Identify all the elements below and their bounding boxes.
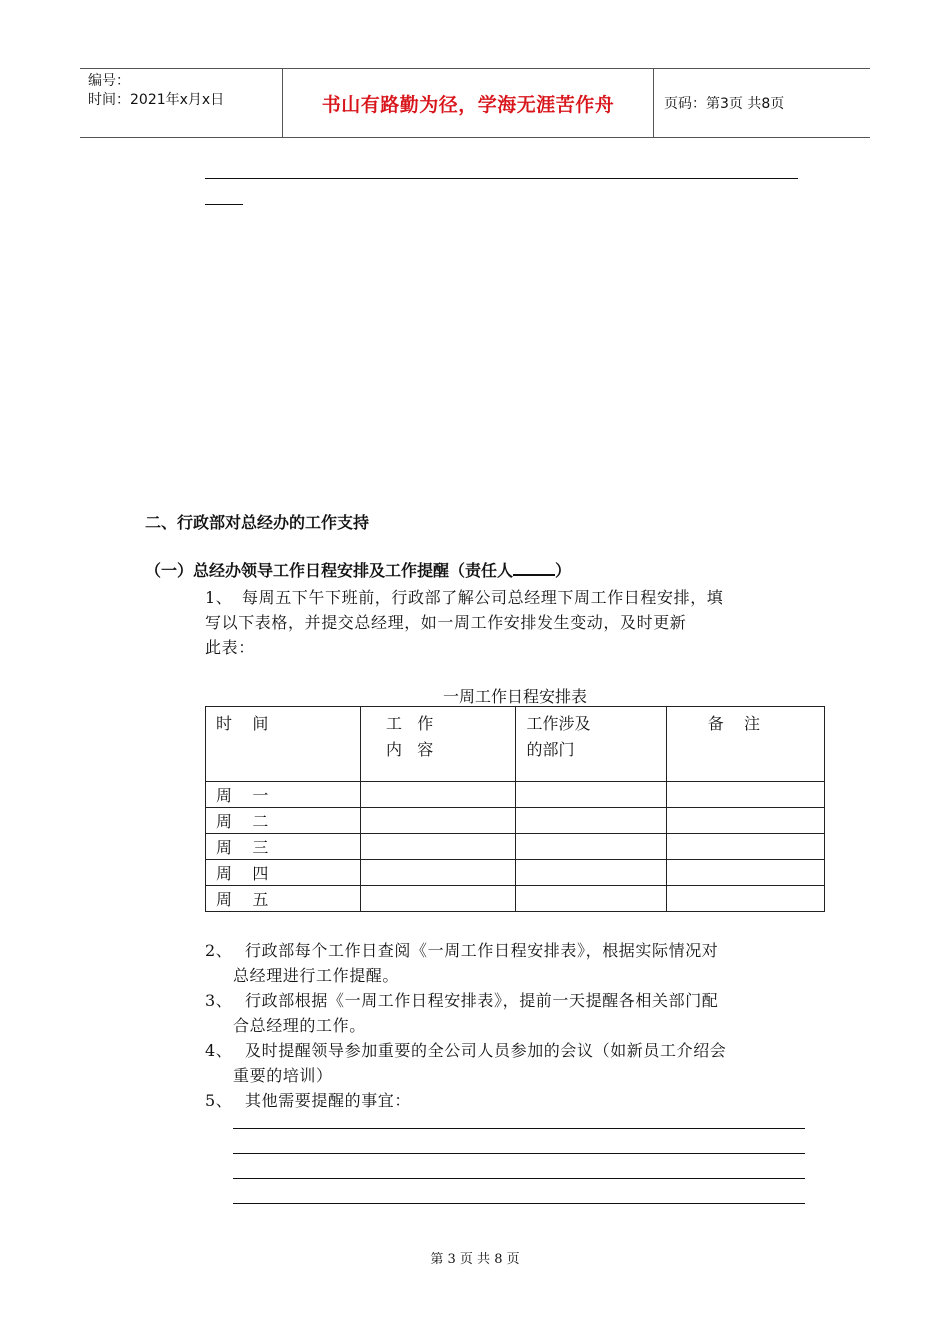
table-row: [206, 834, 825, 860]
subsection-title-text: （一）总经办领导工作日程安排及工作提醒（责任人: [145, 561, 514, 580]
document-time-label: 时间：2021年x月x日: [88, 92, 225, 108]
fill-in-line[interactable]: [233, 1128, 805, 1129]
row-day-label: 周 一: [206, 782, 361, 808]
item-3-line-1: 行政部根据《一周工作日程安排表》，提前一天提醒各相关部门配: [245, 991, 719, 1010]
row-day-label: 周 三: [206, 834, 361, 860]
table-header-row: [206, 707, 825, 782]
row-cell[interactable]: [516, 834, 667, 860]
schedule-table-caption: 一周工作日程安排表: [442, 687, 587, 706]
row-cell[interactable]: [360, 886, 516, 912]
header-time: 时 间: [206, 707, 361, 782]
item-1-line-2: 写以下表格，并提交总经理，如一周工作安排发生变动，及时更新: [205, 613, 687, 632]
row-cell[interactable]: [360, 808, 516, 834]
table-row: [206, 886, 825, 912]
item-5-number: 5、: [205, 1091, 233, 1110]
header-motto-cell: [283, 69, 654, 137]
item-1-line-3: 此表：: [205, 638, 255, 657]
header-remarks: 备 注: [667, 707, 825, 782]
header-motto: 书山有路勤为径，学海无涯苦作舟: [321, 93, 615, 116]
fill-in-line[interactable]: [233, 1153, 805, 1154]
row-cell[interactable]: [667, 782, 825, 808]
document-number-label: 编号：: [88, 73, 130, 89]
table-row: [206, 808, 825, 834]
item-3-number: 3、: [205, 991, 233, 1010]
item-4-number: 4、: [205, 1041, 233, 1060]
item-5-line-1: 其他需要提醒的事宜：: [245, 1091, 412, 1110]
item-2-line-1: 行政部每个工作日查阅《一周工作日程安排表》，根据实际情况对: [245, 941, 719, 960]
item-2-number: 2、: [205, 941, 233, 960]
header-work-content: 工 作 内 容: [360, 707, 516, 782]
document-header: [80, 68, 870, 138]
item-4-line-1: 及时提醒领导参加重要的全公司人员参加的会议（如新员工介绍会: [245, 1041, 727, 1060]
row-cell[interactable]: [667, 808, 825, 834]
item-2-line-2: 总经理进行工作提醒。: [233, 966, 400, 985]
row-cell[interactable]: [667, 860, 825, 886]
item-4-line-2: 重要的培训）: [233, 1066, 333, 1085]
row-cell[interactable]: [516, 886, 667, 912]
table-row: [206, 782, 825, 808]
header-departments: 工作涉及 的部门: [516, 707, 667, 782]
row-cell[interactable]: [667, 886, 825, 912]
section-title: 二、行政部对总经办的工作支持: [145, 513, 370, 532]
item-1-line-1: 每周五下午下班前，行政部了解公司总经理下周工作日程安排，填: [242, 588, 724, 607]
row-cell[interactable]: [516, 860, 667, 886]
fill-in-line[interactable]: [233, 1203, 805, 1204]
table-row: [206, 860, 825, 886]
blank-line-top-short: [205, 204, 243, 205]
item-1-number: 1、: [205, 588, 233, 607]
weekly-schedule-table: [205, 706, 825, 912]
row-cell[interactable]: [360, 860, 516, 886]
fill-in-line[interactable]: [233, 1178, 805, 1179]
subsection-title-close: ）: [555, 561, 572, 580]
row-cell[interactable]: [360, 834, 516, 860]
responsible-person-blank: [513, 560, 555, 576]
header-page-info: 页码：第3页 共8页: [664, 96, 785, 112]
subsection-title: [145, 558, 571, 581]
row-day-label: 周 五: [206, 886, 361, 912]
row-day-label: 周 二: [206, 808, 361, 834]
row-day-label: 周 四: [206, 860, 361, 886]
row-cell[interactable]: [516, 782, 667, 808]
row-cell[interactable]: [667, 834, 825, 860]
blank-line-top-long: [205, 178, 798, 179]
row-cell[interactable]: [360, 782, 516, 808]
page-footer: 第 3 页 共 8 页: [430, 1252, 520, 1267]
row-cell[interactable]: [516, 808, 667, 834]
header-meta-cell: [80, 69, 283, 137]
item-3-line-2: 合总经理的工作。: [233, 1016, 366, 1035]
